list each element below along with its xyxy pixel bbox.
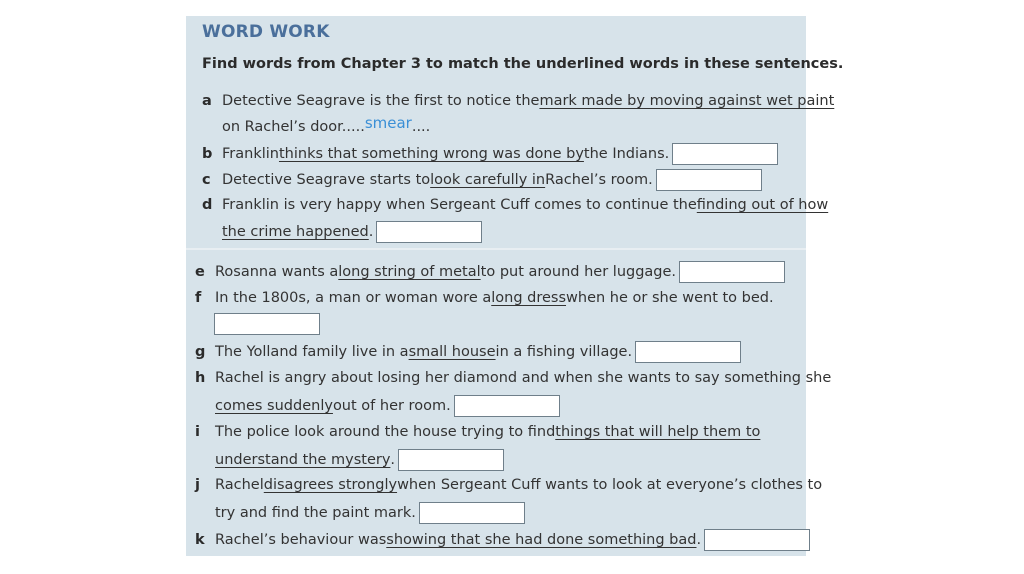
item-text: The police look around the house trying to find (215, 424, 556, 440)
item-text: . (368, 224, 374, 240)
answer-box-h[interactable] (454, 395, 560, 417)
answer-box-b[interactable] (672, 143, 778, 165)
item-text: . (696, 532, 702, 548)
item-a-line1 (202, 91, 834, 111)
item-text: when Sergeant Cuff wants to look at everyone’s clothes to (397, 477, 823, 493)
item-letter: i (195, 424, 200, 440)
item-a-line2 (222, 114, 431, 137)
item-d-line1 (202, 195, 828, 215)
underlined-phrase: comes suddenly (215, 398, 333, 414)
underlined-phrase: the crime happened (222, 224, 369, 240)
page-divider (186, 248, 806, 250)
answer-box-g[interactable] (635, 341, 741, 363)
item-j-line1 (195, 475, 822, 495)
item-k (195, 529, 810, 551)
item-text: Rachel’s behaviour was (215, 532, 387, 548)
handwritten-answer: smear (364, 114, 412, 132)
underlined-phrase: mark made by moving against wet paint (539, 93, 835, 109)
item-letter: d (202, 197, 213, 213)
item-letter: k (195, 532, 205, 548)
item-i-line1 (195, 422, 760, 442)
underlined-phrase: things that will help them to (555, 424, 761, 440)
item-text: In the 1800s, a man or woman wore a (215, 290, 492, 306)
answer-box-c[interactable] (656, 169, 762, 191)
item-letter: f (195, 290, 202, 306)
item-letter: e (195, 264, 205, 280)
item-text: try and find the paint mark. (215, 505, 416, 521)
item-text: out of her room. (332, 398, 451, 414)
item-text: Rosanna wants a (215, 264, 339, 280)
answer-box-j[interactable] (419, 502, 525, 524)
item-h-line1 (195, 368, 831, 388)
item-text: on Rachel’s door. (222, 119, 347, 135)
item-text: . (390, 452, 396, 468)
item-text: to put around her luggage. (480, 264, 677, 280)
underlined-phrase: look carefully in (430, 172, 546, 188)
underlined-phrase: understand the mystery (215, 452, 391, 468)
answer-dots: .... (346, 119, 365, 135)
item-text: Detective Seagrave is the first to notice the (222, 93, 540, 109)
item-text: Franklin (222, 146, 279, 162)
item-c (202, 169, 762, 191)
item-d-line2 (222, 221, 482, 243)
underlined-phrase: disagrees strongly (263, 477, 398, 493)
item-f (195, 288, 774, 308)
underlined-phrase: thinks that something wrong was done by (278, 146, 584, 162)
item-letter: j (195, 477, 200, 493)
item-text: Detective Seagrave starts to (222, 172, 431, 188)
item-text: in a fishing village. (495, 344, 633, 360)
item-letter: c (202, 172, 211, 188)
item-letter: h (195, 370, 206, 386)
instruction-text: Find words from Chapter 3 to match the underlined words in these sentences. (202, 56, 844, 72)
underlined-phrase: showing that she had done something bad (386, 532, 697, 548)
answer-box-d[interactable] (376, 221, 482, 243)
answer-dots: .... (411, 119, 431, 135)
section-heading: WORD WORK (202, 22, 330, 42)
item-text: the Indians. (583, 146, 670, 162)
item-j-line2 (215, 502, 525, 524)
item-text: Rachel’s room. (545, 172, 653, 188)
item-text: when he or she went to bed. (566, 290, 774, 306)
underlined-phrase: long string of metal (338, 264, 481, 280)
item-b (202, 143, 778, 165)
item-text: Rachel is angry about losing her diamond and when she wants to say something she (215, 370, 832, 386)
underlined-phrase: long dress (491, 290, 567, 306)
answer-box-i[interactable] (398, 449, 504, 471)
item-letter: a (202, 93, 212, 109)
item-h-line2 (215, 395, 560, 417)
item-text: Rachel (215, 477, 264, 493)
item-i-line2 (215, 449, 504, 471)
answer-box-e[interactable] (679, 261, 785, 283)
item-g (195, 341, 741, 363)
answer-box-k[interactable] (704, 529, 810, 551)
answer-box-f[interactable] (214, 313, 320, 335)
item-letter: b (202, 146, 213, 162)
item-letter: g (195, 344, 206, 360)
item-text: Franklin is very happy when Sergeant Cuff comes to continue the (222, 197, 697, 213)
underlined-phrase: small house (408, 344, 496, 360)
item-text: The Yolland family live in a (215, 344, 409, 360)
item-e (195, 261, 785, 283)
underlined-phrase: finding out of how (696, 197, 829, 213)
